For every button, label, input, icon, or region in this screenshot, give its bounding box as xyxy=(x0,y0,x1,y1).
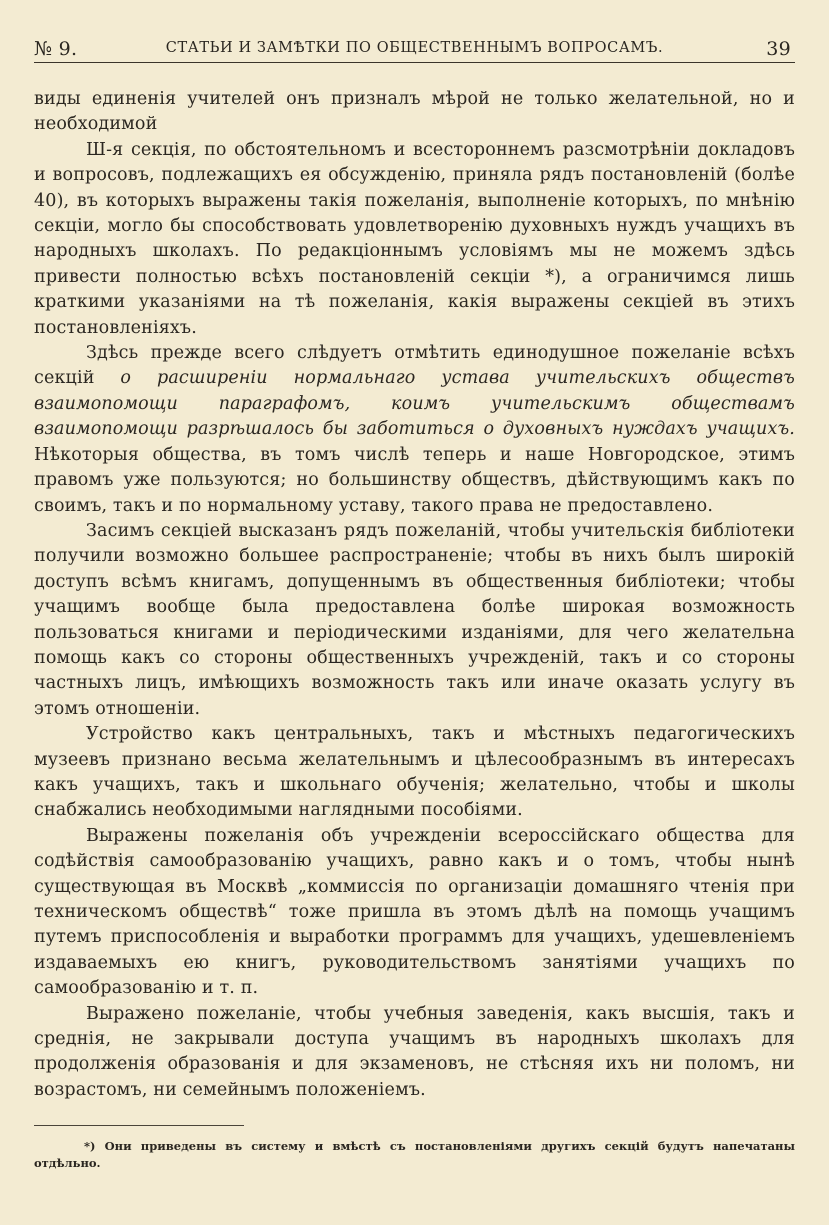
paragraph-3 xyxy=(34,341,795,519)
issue-number: № 9. xyxy=(34,38,78,60)
paragraph-2: Ш-я секція, по обстоятельномъ и всестороннемъ разсмотрѣніи докладовъ и вопросовъ, подлежащихъ ея обсужденію, приняла рядъ постановленій (болѣе 40), въ которыхъ выражены такія пожеланія, выполненіе которыхъ, по мнѣнію секціи, могло бы способствовать удовлетворенію духовныхъ нуждъ учащихъ въ народныхъ школахъ. По редакціоннымъ условіямъ мы не можемъ здѣсь привести полностью всѣхъ постановленій секціи *), а ограничимся лишь краткими указаніями на тѣ пожеланія, какія выражены секціей въ этихъ постановленіяхъ. xyxy=(34,139,795,338)
page-number: 39 xyxy=(766,38,791,60)
paragraph-1: виды единенія учителей онъ призналъ мѣрой не только желательной, но и необходимой xyxy=(34,89,795,135)
paragraph-6: Выражены пожеланія объ учрежденіи всероссійскаго общества для содѣйствія самообразованію учащихъ, равно какъ и о томъ, чтобы нынѣ существующая въ Москвѣ „коммиссія по организаціи домашняго чтенія при техническомъ обществѣ“ тоже пришла въ этомъ дѣлѣ на помощь учащимъ путемъ приспособленія и выработки программъ для учащихъ, удешевленіемъ издаваемыхъ ею книгъ, руководительствомъ занятіями учащихъ по самообразованію и т. п. xyxy=(34,825,795,999)
footnote: *) Они приведены въ систему и вмѣстѣ съ постановленіями другихъ секцій будутъ напечатаны отдѣльно. xyxy=(34,1139,795,1171)
paragraph-3-lead: Здѣсь прежде всего слѣдуетъ отмѣтить единодушное пожеланіе всѣхъ секцій xyxy=(34,343,795,389)
paragraph-7: Выражено пожеланіе, чтобы учебныя заведенія, какъ высшія, такъ и среднія, не закрывали доступа учащимъ въ народныхъ школахъ для продолженія образованія и для экзаменовъ, не стѣсняя ихъ ни поломъ, ни возрастомъ, ни семейнымъ положеніемъ. xyxy=(34,1003,795,1100)
header-rule xyxy=(34,62,795,63)
article-body xyxy=(34,87,795,1103)
footnote-rule xyxy=(34,1125,244,1126)
running-head xyxy=(34,34,795,62)
paragraph-4: Засимъ секціей высказанъ рядъ пожеланій, чтобы учительскія библіотеки получили возможно большее распространеніе; чтобы въ нихъ былъ широкій доступъ всѣмъ книгамъ, допущеннымъ въ общественныя библіотеки; чтобы учащимъ вообще была предоставлена болѣе широкая возможность пользоваться книгами и періодическими изданіями, для чего желательна помощь какъ со стороны общественныхъ учрежденій, такъ и со стороны частныхъ лицъ, имѣющихъ возможность такъ или иначе оказать услугу въ этомъ отношеніи. xyxy=(34,520,795,719)
paragraph-5: Устройство какъ центральныхъ, такъ и мѣстныхъ педагогическихъ музеевъ признано весьма желательнымъ и цѣлесообразнымъ въ интересахъ какъ учащихъ, такъ и школьнаго обученія; желательно, чтобы и школы снабжались необходимыми наглядными пособіями. xyxy=(34,724,795,821)
section-title: СТАТЬИ И ЗАМѢТКИ ПО ОБЩЕСТВЕННЫМЪ ВОПРОСАМЪ. xyxy=(165,40,664,56)
paragraph-3-tail: Нѣкоторыя общества, въ томъ числѣ теперь и наше Новгородское, этимъ правомъ уже пользуются; но большинству обществъ, дѣйствующимъ какъ по своимъ, такъ и по нормальному уставу, такого права не предоставлено. xyxy=(34,444,795,516)
paragraph-3-italic: о расширеніи нормальнаго устава учительскихъ обществъ взаимопомощи параграфомъ, коимъ учительскимъ обществамъ взаимопомощи разрѣшалось бы заботиться о духовныхъ нуждахъ учащихъ. xyxy=(34,368,795,440)
